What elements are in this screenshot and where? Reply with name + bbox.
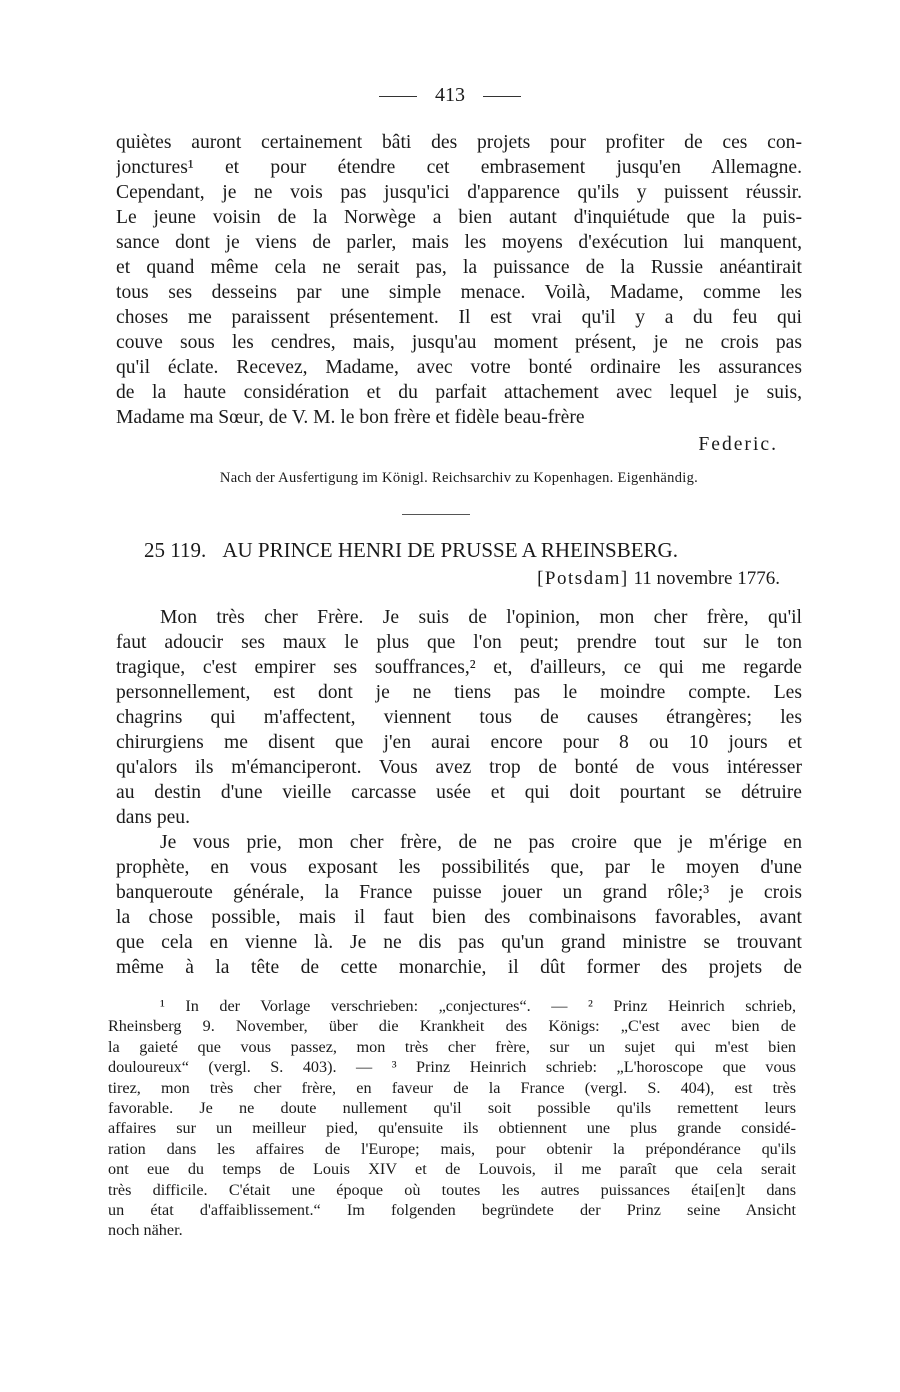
footnote-line: ¹ In der Vorlage verschrieben: „conjectures“. — ² Prinz Heinrich schrieb, — [160, 997, 796, 1015]
letter2-line: chagrins qui m'affectent, viennent tous de causes étrangères; les — [116, 707, 802, 728]
footnote-line: affaires sur un meilleur pied, qu'ensuite ils obtiennent une plus grande considé- — [108, 1119, 796, 1138]
footnote-line: Rheinsberg 9. November, über die Krankheit des Königs: „C'est avec bien de — [108, 1017, 796, 1036]
letter1-line: couve sous les cendres, mais, jusqu'au moment présent, je ne crois pas — [116, 332, 802, 353]
signature: Federic. — [698, 434, 778, 455]
letter2-line: personnellement, est dont je ne tiens pas le moindre compte. Les — [116, 682, 802, 703]
letter2-line: tragique, c'est empirer ses souffrances,² et, d'ailleurs, ce qui me regarde — [116, 657, 802, 678]
letter2-line: que cela en vienne là. Je ne dis pas qu'un grand ministre se trouvant — [116, 932, 802, 953]
letter1-line: Madame ma Sœur, de V. M. le bon frère et fidèle beau-frère — [116, 407, 585, 428]
letter1-line: qu'il éclate. Recevez, Madame, avec votre bonté ordinaire les assurances — [116, 357, 802, 378]
letter2-body — [116, 605, 802, 980]
letter1-line: choses me paraissent présentement. Il est vrai qu'il y a du feu qui — [116, 307, 802, 328]
letter1-line: tous ses desseins par une simple menace. Voilà, Madame, comme les — [116, 282, 802, 303]
letter-title: AU PRINCE HENRI DE PRUSSE A RHEINSBERG. — [222, 538, 678, 562]
footnote-line: noch näher. — [108, 1221, 183, 1240]
letter2-line: banqueroute générale, la France puisse jouer un grand rôle;³ je crois — [116, 882, 802, 903]
page-header — [0, 84, 900, 107]
letter1-body — [116, 130, 802, 430]
letter1-line: et quand même cela ne serait pas, la puissance de la Russie anéantirait — [116, 257, 802, 278]
footnote-line: ration dans les affaires de l'Europe; mais, pour obtenir la prépondérance qu'ils — [108, 1139, 796, 1158]
footnote-line: un état d'affaiblissement.“ Im folgenden begründete der Prinz seine Ansicht — [108, 1200, 796, 1219]
header-dash-right — [483, 96, 521, 97]
letter2-line: Mon très cher Frère. Je suis de l'opinion, mon cher frère, qu'il — [160, 607, 802, 628]
footnotes — [108, 996, 796, 1241]
letter2-line: la chose possible, mais il faut bien des combinaisons favorables, avant — [116, 907, 802, 928]
letter2-line: dans peu. — [116, 807, 191, 828]
letter-number: 25 119. — [144, 538, 207, 562]
footnote-line: favorable. Je ne doute nullement qu'il soit possible qu'ils remettent leurs — [108, 1098, 796, 1117]
letter2-line: chirurgiens me disent que j'en aurai encore pour 8 ou 10 jours et — [116, 732, 802, 753]
letter1-line: quiètes auront certainement bâti des projets pour profiter de ces con- — [116, 132, 802, 153]
header-dash-left — [379, 96, 417, 97]
footnote-line: ont eue du temps de Louis XIV et de Louvois, il me paraît que cela serait — [108, 1160, 796, 1179]
letter2-line: prophète, en vous exposant les possibilités que, par le moyen d'une — [116, 857, 802, 878]
dateline-place: [Potsdam] — [537, 568, 629, 589]
letter2-heading — [144, 538, 784, 563]
letter1-line: Cependant, je ne vois pas jusqu'ici d'apparence qu'ils y puissent réussir. — [116, 182, 802, 203]
footnote-line: douloureux“ (vergl. S. 403). — ³ Prinz Heinrich schrieb: „L'horoscope que vous — [108, 1058, 796, 1077]
letter2-line: même à la tête de cette monarchie, il dût former des projets de — [116, 957, 802, 978]
letter1-line: de la haute considération et du parfait attachement avec lequel je suis, — [116, 382, 802, 403]
footnote-line: la gaieté que vous passez, mon très cher frère, sur un sujet qui m'est bien — [108, 1037, 796, 1056]
dateline — [116, 568, 780, 590]
source-note: Nach der Ausfertigung im Königl. Reichsarchiv zu Kopenhagen. Eigenhändig. — [219, 470, 699, 486]
letter1-line: jonctures¹ et pour étendre cet embrasement jusqu'en Allemagne. — [116, 157, 802, 178]
letter2-line: Je vous prie, mon cher frère, de ne pas croire que je m'érige en — [160, 832, 802, 853]
letter1-line: Le jeune voisin de la Norwège a bien autant d'inquiétude que la puis- — [116, 207, 802, 228]
dateline-date: 11 novembre 1776. — [633, 568, 780, 589]
page-number: 413 — [435, 84, 465, 106]
letter2-line: faut adoucir ses maux le plus que l'on peut; prendre tout sur le ton — [116, 632, 802, 653]
letter2-line: qu'alors ils m'émanciperont. Vous avez trop de bonté de vous intéresser — [116, 757, 802, 778]
section-separator — [402, 514, 470, 515]
letter2-line: au destin d'une vieille carcasse usée et qui doit pourtant se détruire — [116, 782, 802, 803]
footnote-line: tirez, mon très cher frère, en faveur de la France (vergl. S. 404), est très — [108, 1078, 796, 1097]
footnote-line: très difficile. C'était une époque où toutes les autres puissances étai[en]t dans — [108, 1180, 796, 1199]
letter1-line: sance dont je viens de parler, mais les moyens d'exécution lui manquent, — [116, 232, 802, 253]
